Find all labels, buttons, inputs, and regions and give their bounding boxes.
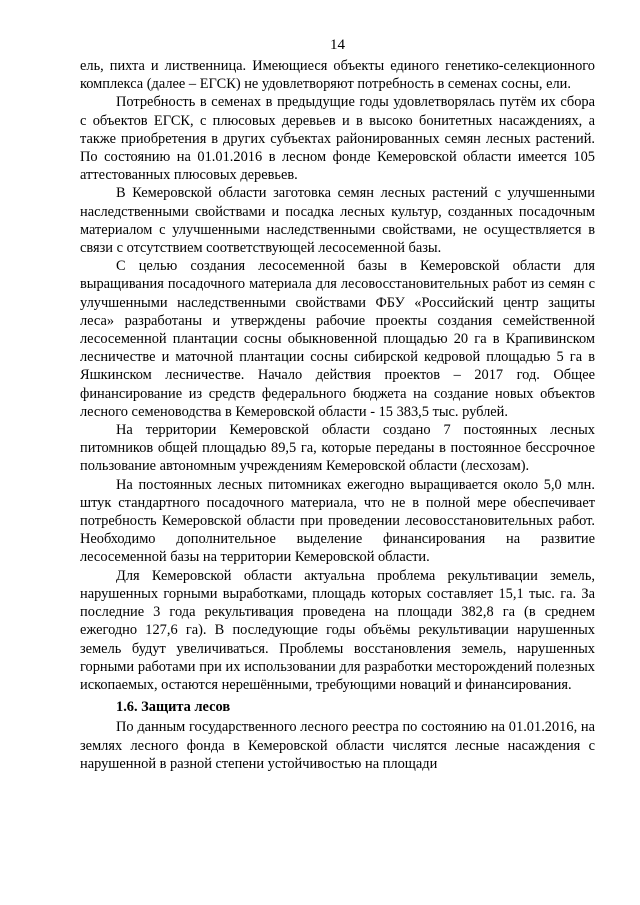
paragraph-seed-demand: Потребность в семенах в предыдущие годы удовлетворялась путём их сбора с объектов ЕГСК, с плюсовых деревьев и в высоко бонитетных насаждениях, а также приобретения в других субъектах районированных семян лесных растений. По состоянию на 01.01.2016 в лесном фонде Кемеровской области имеется 105 аттестованных плюсовых деревьев. — [80, 94, 595, 184]
paragraph-1-continuation: ель, пихта и лиственница. Имеющиеся объекты единого генетико-селекционного комплекса (далее – ЕГСК) не удовлетворяют потребность в семенах сосны, ели. — [80, 58, 595, 93]
document-page — [80, 36, 595, 773]
section-heading: 1.6. Защита лесов — [116, 699, 231, 716]
paragraph-seed-harvest: В Кемеровской области заготовка семян лесных растений с улучшенными наследственными свойствами и посадка лесных культур, созданных посадочным материалом с улучшенными наследственными свойствами, не осуществляется в связи с отсутствием соответствующей лесосеменной базы. — [80, 185, 595, 257]
paragraph-seed-base-projects: С целью создания лесосеменной базы в Кемеровской области для выращивания посадочного материала для лесовосстановительных работ из семян с улучшенными наследственными свойствами ФБУ «Российский центр защиты леса» разработаны и утверждены рабочие проекты создания семейственной лесосеменной плантации сосны обыкновенной площадью 20 га в Крапивинском лесничестве и маточной плантации сосны сибирской кедровой площадью 5 га в Яшкинском лесничестве. Начало действия проектов – 2017 год. Общее финансирование из средств федерального бюджета на создание новых объектов лесного семеноводства в Кемеровской области - 15 383,5 тыс. рублей. — [80, 258, 595, 420]
paragraph-planting-material: На постоянных лесных питомниках ежегодно выращивается около 5,0 млн. штук стандартного посадочного материала, что не в полной мере обеспечивает потребность Кемеровской области при проведении лесовосстановительных работ. Необходимо дополнительное выделение финансирования на развитие лесосеменной базы на территории Кемеровской области. — [80, 476, 595, 566]
page-number: 14 — [330, 37, 345, 53]
paragraph-forest-protection: По данным государственного лесного реестра по состоянию на 01.01.2016, на землях лесного фонда в Кемеровской области числятся лесные насаждения с нарушенной в разной степени устойчивостью на площади — [80, 719, 595, 772]
paragraph-nurseries: На территории Кемеровской области создано 7 постоянных лесных питомников общей площадью 89,5 га, которые переданы в постоянное бессрочное пользование автономным учреждениям Кемеровской области (лесхозам). — [80, 422, 595, 475]
paragraph-land-recultivation: Для Кемеровской области актуальна проблема рекультивации земель, нарушенных горными выработками, площадь которых составляет 15,1 тыс. га. За последние 3 года рекультивация проведена на площади 382,8 га (в среднем ежегодно 127,6 га). В последующие годы объёмы рекультивации нарушенных земель будут увеличиваться. Проблемы восстановления земель, нарушенных горными работами при их использовании для разработки месторождений полезных ископаемых, остаются нерешёнными, требующими новаций и финансирования. — [80, 567, 595, 693]
